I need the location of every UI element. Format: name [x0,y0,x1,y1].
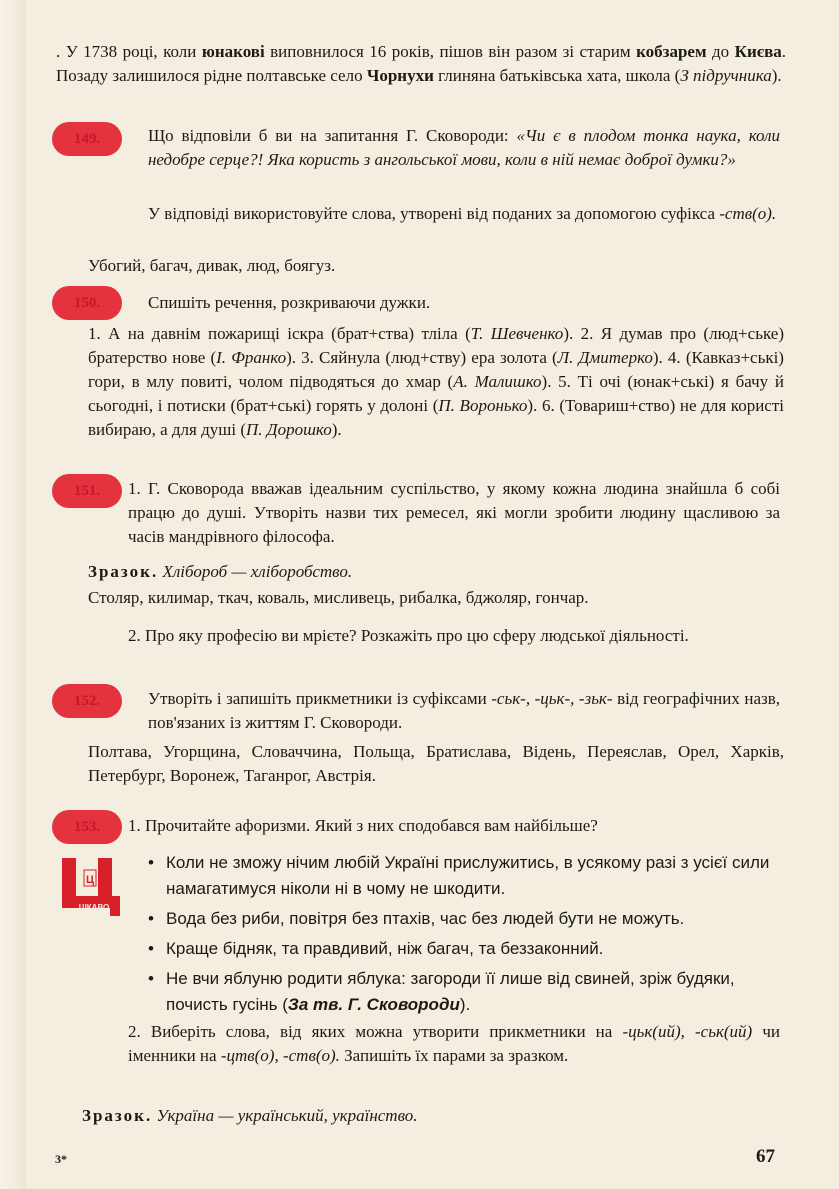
author-name: П. Воронько [438,396,528,415]
interesting-logo-icon [54,852,128,922]
aphorism-text: Не вчи яблуню родити яблука: загороди її лише від свиней, зріж будяки, почисть гусінь ( [166,969,735,1014]
sentence-text: ). 6. (Товариш+ство) не для користі вибираю, а для душі ( [88,396,784,439]
author-name: Л. Дмитерко [557,348,653,367]
interesting-logo [54,852,128,922]
intro-bold: Києва [734,42,782,61]
logo-letter: Ц [85,874,95,886]
quote-text: «Чи є в плодом тонка наука, коли недобре серце?! Яка користь з ангольської мови, коли в ній немає доброї думки?» [148,126,780,169]
exercise-149-hint [148,202,780,226]
page-number: 67 [756,1146,775,1167]
task-text: від географічних назв, пов'язаних із життям Г. Сковороди. [148,689,780,732]
author-name: Т. Шевченко [470,324,564,343]
sample-text: Хлібороб — хліборобство. [162,562,353,581]
exercise-number-badge: 149. [52,122,122,156]
intro-text: . У 1738 році, коли [56,42,197,61]
intro-bold: кобзарем [636,42,707,61]
aphorism-list [148,850,780,1022]
suffix-text: -цьк(ий), -ськ(ий) [622,1022,753,1041]
list-item: • Краще бідняк, та правдивий, ніж багач, та беззаконний. [148,936,780,962]
exercise-153-task-1: 1. Прочитайте афоризми. Який з них сподобався вам найбільше? [128,816,598,835]
intro-text: до [712,42,730,61]
author-name: І. Франко [216,348,287,367]
author-name: А. Малишко [453,372,542,391]
sample-label: Зразок. [82,1106,153,1125]
exercise-149-task [148,124,780,172]
suffix-text: -ськ-, -цьк-, -зьк- [491,689,613,708]
exercise-149-words: Убогий, багач, дивак, люд, боягуз. [88,256,336,275]
sentence-text: ). 2. Я думав про (люд+ське) братерство нове ( [88,324,784,367]
task-text: Запишіть їх парами за зразком. [344,1046,569,1065]
exercise-number-badge: 152. [52,684,122,718]
exercise-152-task [148,687,780,735]
intro-text: ). [771,66,782,85]
exercise-151-words: Столяр, килимар, ткач, коваль, мисливець, рибалка, бджоляр, гончар. [88,588,589,607]
intro-bold: юнакові [201,42,265,61]
page-binding [0,0,26,1189]
signature-mark: 3* [55,1152,67,1166]
sentence-text: ). 5. Ті очі (юнак+ські) я бачу й сьогодні, і потиски (брат+ські) горять у долоні ( [88,372,784,415]
author-name: П. Дорошко [246,420,332,439]
exercise-number-badge: 153. [52,810,122,844]
list-item [148,966,780,1018]
exercise-153-sample [82,1104,782,1128]
logo-caption: ЦІКАВО [78,903,110,912]
intro-source: З підручника [680,66,772,85]
exercise-152-words: Полтава, Угорщина, Словаччина, Польща, Братислава, Відень, Переяслав, Орел, Харків, Петербург, Воронеж, Таганрог, Австрія. [88,742,784,785]
sample-text: Україна — український, українство. [156,1106,418,1125]
exercise-150-task: Спишіть речення, розкриваючи дужки. [148,293,431,312]
list-item: • Коли не зможу нічим любій Україні прислужитись, в усякому разі з усієї сили намагатимуся ніколи ні в чому не шкодити. [148,850,780,902]
suffix-text: -цтв(о), -ств(о). [220,1046,340,1065]
closing-paren: ). [459,995,471,1014]
task-text: чи іменники на [128,1022,780,1065]
sentence-text: ). [331,420,342,439]
sentence-text: ). 3. Сяйнула (люд+ству) ера золота ( [286,348,558,367]
exercise-153-task-2 [128,1020,780,1068]
intro-text: . Позаду залишилося рідне полтавське село [56,42,787,85]
intro-paragraph [56,40,786,88]
suffix-text: -ств(о). [719,204,777,223]
exercise-150-sentences [88,322,784,442]
hint-text: У відповіді використовуйте слова, утворені від поданих за допомогою суфікса [148,204,715,223]
exercise-151-task-1: 1. Г. Сковорода вважав ідеальним суспільство, у якому кожна людина знайшла б собі працю до душі. Утворіть назви тих ремесел, які могли зробити людину щасливою за часів мандрівного філософа. [128,479,780,546]
intro-text: глиняна батьківська хата, школа ( [438,66,681,85]
task-text: Що відповіли б ви на запитання Г. Сковороди: [148,126,509,145]
exercise-151-sample [88,560,788,584]
aphorism-source: За тв. Г. Сковороди [287,995,460,1014]
exercise-151-task-2: 2. Про яку професію ви мрієте? Розкажіть про цю сферу людської діяльності. [128,626,689,645]
task-text: Утворіть і запишіть прикметники із суфіксами [148,689,487,708]
sentence-text: 1. А на давнім пожарищі іскра (брат+ства) тліла ( [88,324,471,343]
sentence-text: ). 4. (Кавказ+ські) гори, в млу повиті, чолом підводяться до хмар ( [88,348,784,391]
intro-bold: Чорнухи [366,66,434,85]
intro-text: виповнилося 16 років, пішов він разом зі старим [270,42,631,61]
list-item: • Вода без риби, повітря без птахів, час без людей бути не можуть. [148,906,780,932]
exercise-number-badge: 151. [52,474,122,508]
task-text: 2. Виберіть слова, від яких можна утворити прикметники на [128,1022,613,1041]
sample-label: Зразок. [88,562,159,581]
exercise-number-badge: 150. [52,286,122,320]
